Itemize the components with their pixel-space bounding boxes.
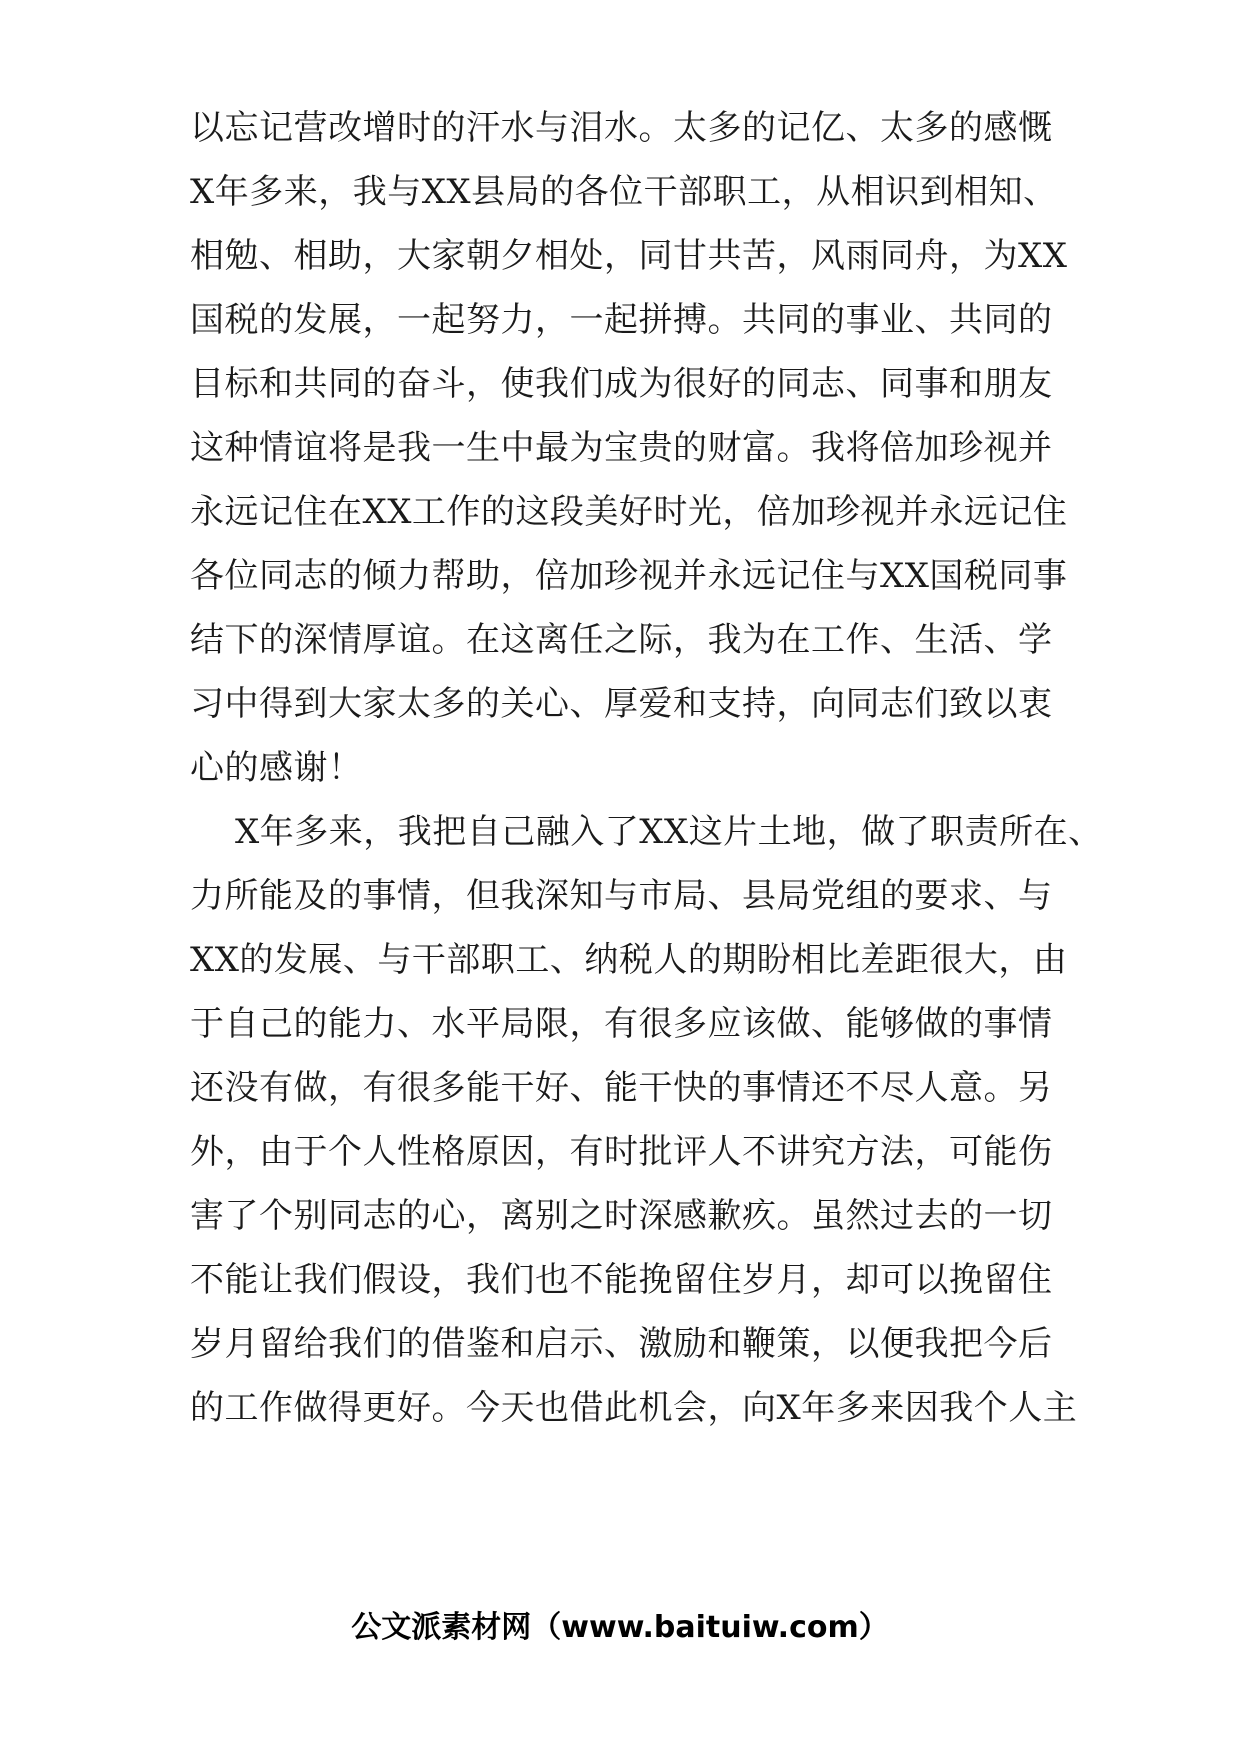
text-line: 害了个别同志的心，离别之时深感歉疚。虽然过去的一切 [190, 1196, 1053, 1236]
text-line: 各位同志的倾力帮助，倍加珍视并永远记住与XX国税同事 [190, 556, 1068, 596]
text-line: 不能让我们假设，我们也不能挽留住岁月，却可以挽留住 [190, 1260, 1053, 1300]
page-footer: 公文派素材网（www.baituiw.com） [351, 1610, 889, 1645]
text-line: 的工作做得更好。今天也借此机会，向X年多来因我个人主 [190, 1388, 1078, 1428]
text-line: 岁月留给我们的借鉴和启示、激励和鞭策，以便我把今后 [190, 1324, 1053, 1364]
text-line: X年多来，我与XX县局的各位干部职工，从相识到相知、 [190, 172, 1058, 212]
paragraph-first-line: X年多来，我把自己融入了XX这片土地，做了职责所在、 [235, 812, 1103, 852]
text-line: 外，由于个人性格原因，有时批评人不讲究方法，可能伤 [190, 1132, 1053, 1172]
text-line: 永远记住在XX工作的这段美好时光，倍加珍视并永远记住 [190, 492, 1068, 532]
text-line: 心的感谢！ [190, 748, 363, 788]
text-line: 这种情谊将是我一生中最为宝贵的财富。我将倍加珍视并 [190, 428, 1053, 468]
text-line: XX的发展、与干部职工、纳税人的期盼相比差距很大，由 [190, 940, 1068, 980]
text-line: 力所能及的事情，但我深知与市局、县局党组的要求、与 [190, 876, 1053, 916]
text-line: 习中得到大家太多的关心、厚爱和支持，向同志们致以衷 [190, 684, 1053, 724]
text-line: 目标和共同的奋斗，使我们成为很好的同志、同事和朋友 [190, 364, 1053, 404]
text-line: 国税的发展，一起努力，一起拼搏。共同的事业、共同的 [190, 300, 1053, 340]
text-line: 结下的深情厚谊。在这离任之际，我为在工作、生活、学 [190, 620, 1053, 660]
body-text [190, 96, 1103, 1440]
text-line: 于自己的能力、水平局限，有很多应该做、能够做的事情 [190, 1004, 1053, 1044]
text-line: 还没有做，有很多能干好、能干快的事情还不尽人意。另 [190, 1068, 1053, 1108]
text-line: 相勉、相助，大家朝夕相处，同甘共苦，风雨同舟，为XX [190, 236, 1068, 276]
text-line: 以忘记营改增时的汗水与泪水。太多的记亿、太多的感慨 [190, 108, 1053, 148]
